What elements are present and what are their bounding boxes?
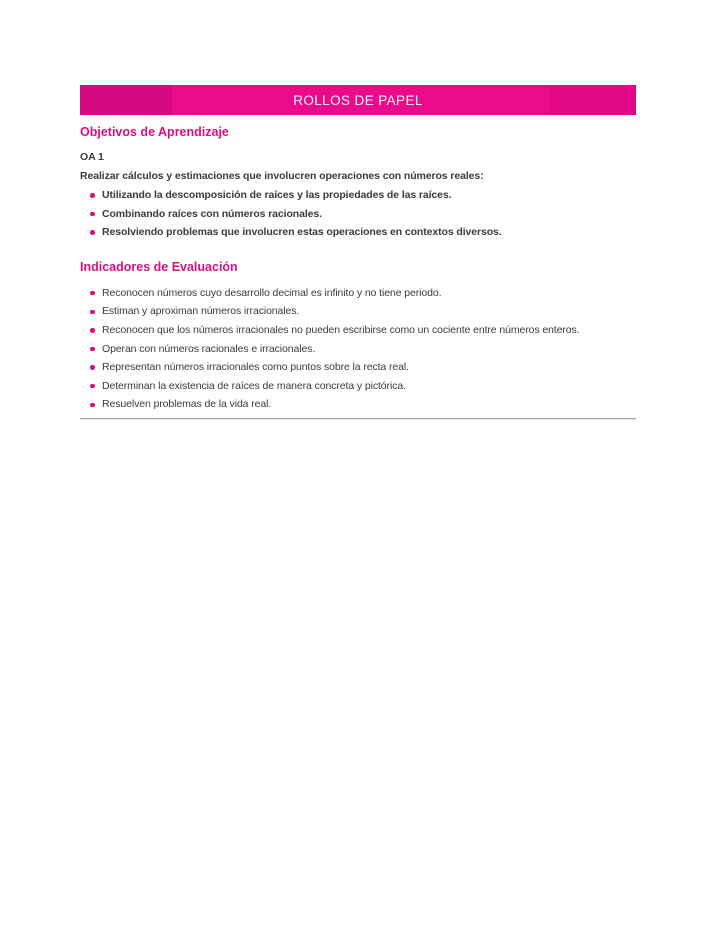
objectives-bullet-list bbox=[80, 186, 636, 242]
banner-shade-left bbox=[80, 85, 172, 115]
list-item bbox=[80, 358, 636, 377]
bullet-text: Utilizando la descomposición de raíces y las propiedades de las raíces. bbox=[102, 189, 452, 201]
indicators-bullet-list bbox=[80, 284, 636, 414]
bullet-text: Reconocen números cuyo desarrollo decimal es infinito y no tiene periodo. bbox=[102, 286, 442, 299]
bullet-text: Determinan la existencia de raíces de manera concreta y pictórica. bbox=[102, 379, 406, 392]
bullet-text: Representan números irracionales como puntos sobre la recta real. bbox=[102, 361, 409, 374]
list-item bbox=[80, 205, 636, 224]
bullet-icon bbox=[90, 193, 95, 198]
bullet-icon bbox=[90, 328, 95, 333]
divider bbox=[80, 418, 636, 420]
list-item bbox=[80, 302, 636, 321]
objectives-heading: Objetivos de Aprendizaje bbox=[80, 125, 229, 139]
content-column bbox=[80, 85, 636, 420]
title-banner bbox=[80, 85, 636, 115]
bullet-text: Reconocen que los números irracionales no pueden escribirse como un cociente entre números enteros. bbox=[102, 323, 580, 336]
banner-title: ROLLOS DE PAPEL bbox=[293, 92, 423, 108]
bullet-icon bbox=[90, 212, 95, 217]
bullet-icon bbox=[90, 230, 95, 235]
oa-code: OA 1 bbox=[80, 151, 104, 163]
bullet-icon bbox=[90, 384, 95, 389]
list-item bbox=[80, 377, 636, 396]
bullet-icon bbox=[90, 310, 95, 315]
bullet-icon bbox=[90, 347, 95, 352]
bullet-text: Estiman y aproximan números irracionales. bbox=[102, 305, 300, 318]
list-item bbox=[80, 223, 636, 242]
list-item bbox=[80, 186, 636, 205]
bullet-icon bbox=[90, 365, 95, 370]
bullet-icon bbox=[90, 291, 95, 296]
list-item bbox=[80, 321, 636, 340]
bullet-text: Operan con números racionales e irracionales. bbox=[102, 342, 316, 355]
banner-shade-right bbox=[550, 85, 636, 115]
indicators-heading: Indicadores de Evaluación bbox=[80, 259, 238, 274]
objectives-intro: Realizar cálculos y estimaciones que involucren operaciones con números reales: bbox=[80, 170, 484, 182]
bullet-text: Resolviendo problemas que involucren estas operaciones en contextos diversos. bbox=[102, 226, 502, 239]
bullet-icon bbox=[90, 403, 95, 408]
list-item bbox=[80, 284, 636, 303]
list-item bbox=[80, 340, 636, 359]
bullet-text: Resuelven problemas de la vida real. bbox=[102, 398, 272, 411]
list-item bbox=[80, 395, 636, 414]
bullet-text: Combinando raíces con números racionales. bbox=[102, 207, 322, 220]
